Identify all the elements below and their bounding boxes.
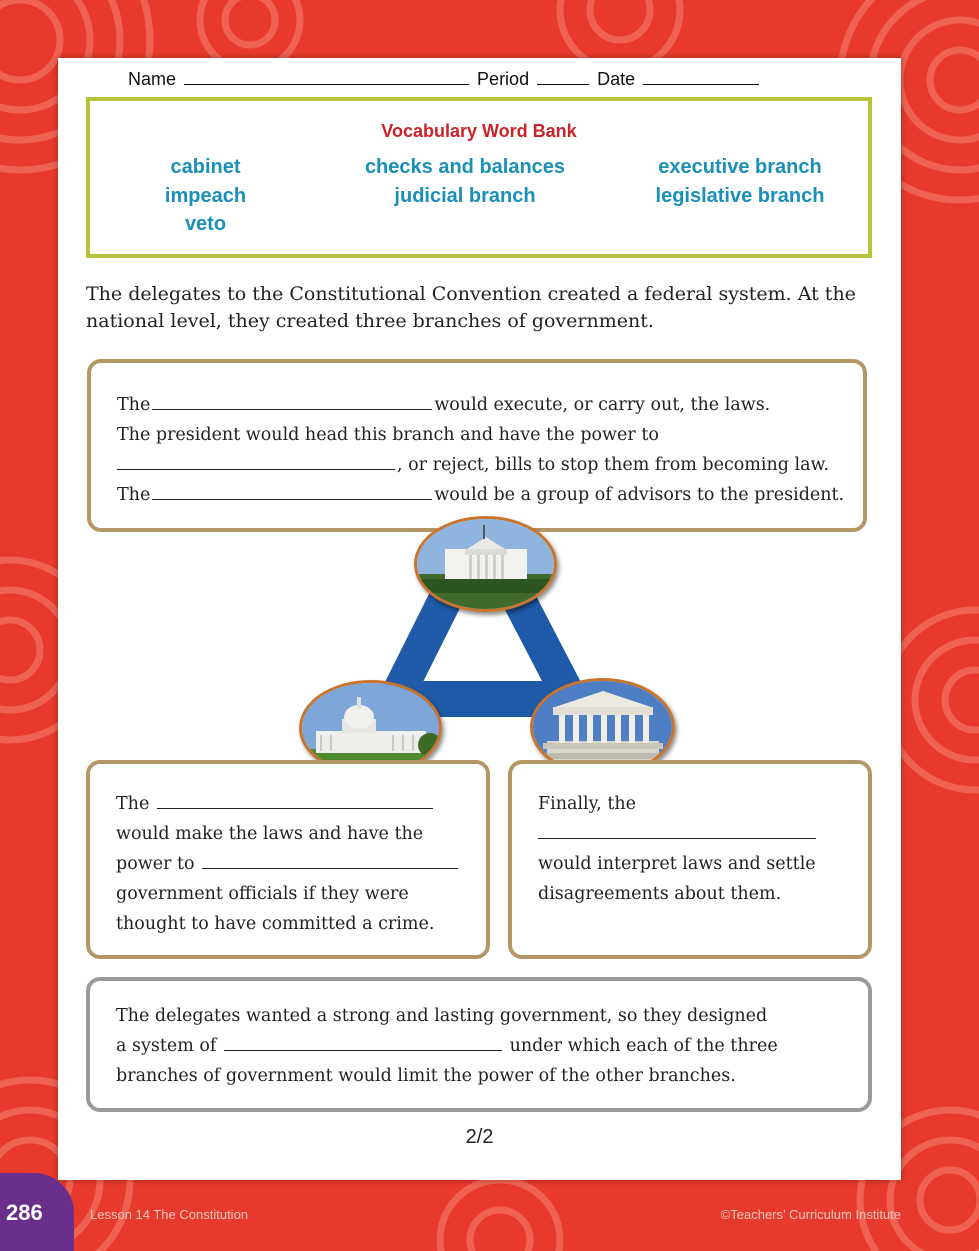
text: under which each of the three [509, 1036, 778, 1056]
text: The [117, 485, 151, 505]
executive-line-3 [117, 450, 829, 480]
footer-page-number: 286 [6, 1200, 43, 1225]
executive-line-1 [117, 390, 770, 420]
word-bank-column-3 [635, 153, 845, 210]
checks-line-1: The delegates wanted a strong and lasting government, so they designed [116, 1006, 768, 1026]
word-bank-column-2 [340, 153, 590, 210]
judicial-line-1: Finally, the [538, 794, 636, 814]
vocabulary-word-bank [86, 97, 872, 258]
footer-lesson-title: Lesson 14 The Constitution [90, 1207, 249, 1222]
vocab-word: veto [184, 213, 227, 235]
executive-line-2: The president would head this branch and have the power to [117, 425, 659, 445]
checks-and-balances-box [86, 977, 872, 1112]
vocab-word: impeach [164, 184, 247, 207]
date-blank[interactable] [643, 68, 759, 85]
executive-line-4 [117, 480, 844, 510]
judicial-line-4: disagreements about them. [538, 884, 782, 904]
vocab-word: executive branch [658, 156, 822, 178]
name-label: Name [128, 69, 177, 89]
vocab-word: cabinet [170, 156, 241, 178]
legislative-line-1 [116, 789, 435, 819]
answer-blank[interactable] [538, 824, 816, 839]
judicial-branch-box [508, 760, 872, 959]
legislative-line-5: thought to have committed a crime. [116, 914, 435, 934]
text: The [117, 395, 151, 415]
answer-blank[interactable] [152, 395, 432, 410]
legislative-branch-box [86, 760, 490, 959]
text: power to [116, 854, 195, 874]
vocab-word: legislative branch [655, 184, 825, 207]
judicial-line-2 [538, 819, 818, 849]
date-label: Date [597, 69, 636, 89]
footer-copyright: ©Teachers’ Curriculum Institute [720, 1207, 901, 1222]
text: a system of [116, 1036, 217, 1056]
name-blank[interactable] [184, 68, 469, 85]
period-label: Period [477, 69, 530, 89]
checks-line-2 [116, 1031, 778, 1061]
answer-blank[interactable] [202, 854, 458, 869]
text: would execute, or carry out, the laws. [434, 395, 771, 415]
white-house-photo [414, 516, 557, 612]
legislative-line-3 [116, 849, 460, 879]
text: would be a group of advisors to the president. [434, 485, 845, 505]
executive-branch-box [87, 359, 867, 532]
intro-paragraph: The delegates to the Constitutional Convention created a federal system. At the national level, they created three branches of government. [86, 283, 856, 332]
worksheet-page [58, 58, 901, 1180]
word-bank-column-1 [128, 153, 283, 239]
answer-blank[interactable] [117, 455, 395, 470]
checks-line-3: branches of government would limit the power of the other branches. [116, 1066, 736, 1086]
vocab-word: checks and balances [364, 156, 566, 178]
legislative-line-2: would make the laws and have the [116, 824, 424, 844]
legislative-line-4: government officials if they were [116, 884, 409, 904]
name-period-date-line [128, 68, 762, 90]
period-blank[interactable] [537, 68, 589, 85]
word-bank-title: Vocabulary Word Bank [381, 121, 577, 141]
page-indicator: 2/2 [465, 1126, 494, 1148]
text: , or reject, bills to stop them from becoming law. [397, 455, 830, 475]
answer-blank[interactable] [224, 1036, 502, 1051]
vocab-word: judicial branch [394, 184, 536, 207]
judicial-line-3: would interpret laws and settle [538, 854, 816, 874]
text: The [116, 794, 150, 814]
answer-blank[interactable] [152, 485, 432, 500]
answer-blank[interactable] [157, 794, 433, 809]
